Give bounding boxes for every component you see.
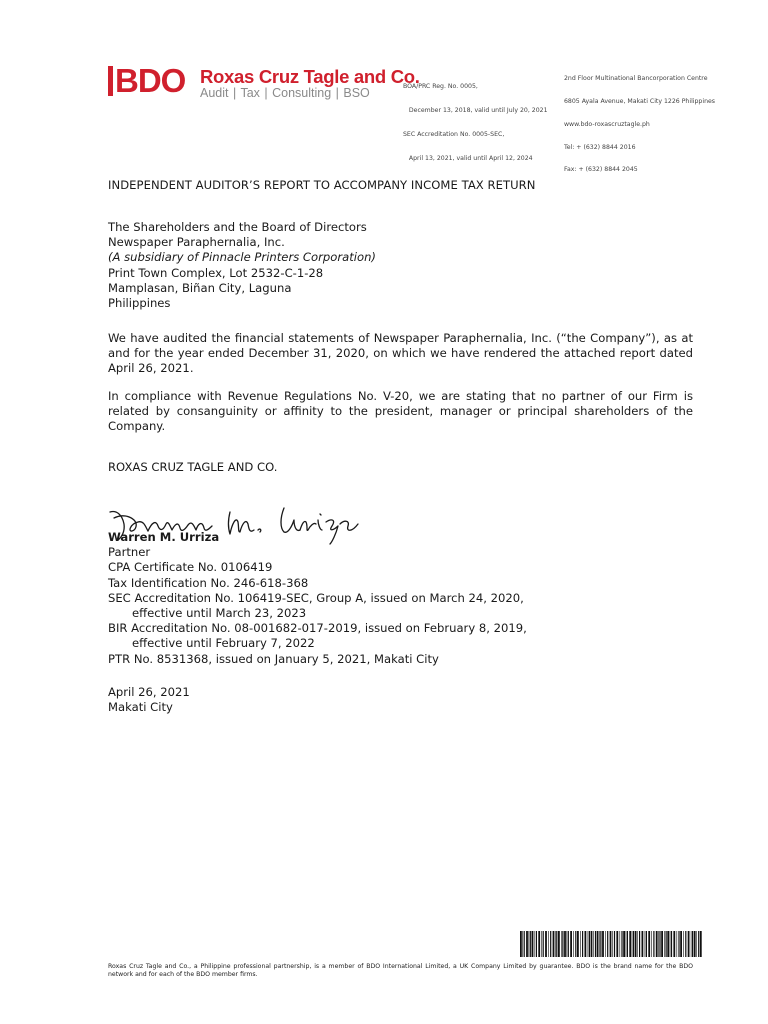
barcode-bar [561,931,562,957]
barcode-bar [532,931,534,957]
barcode-bar [632,931,633,957]
barcode-bar [585,931,587,957]
barcode-bar [629,931,631,957]
cpa-certificate: CPA Certificate No. 0106419 [108,560,273,575]
barcode-bar [692,931,693,957]
barcode-bar [635,931,637,957]
reg-line: BOA/PRC Reg. No. 0005, [403,83,478,90]
barcode-bar [698,931,699,957]
barcode-bar [678,931,679,957]
registration-info [403,67,548,171]
barcode-bar [642,931,644,957]
addressee-line: Newspaper Paraphernalia, Inc. [108,235,285,250]
report-place: Makati City [108,700,173,715]
barcode-bar [667,931,669,957]
addressee-line: Mamplasan, Biñan City, Laguna [108,280,292,295]
bir-effective: effective until February 7, 2022 [132,636,315,651]
barcode-bar [694,931,696,957]
addr-line: Fax: + (632) 8844 2045 [564,166,638,174]
barcode-bar [680,931,682,957]
barcode-bar [602,931,604,957]
barcode-bar [530,931,531,957]
bir-accreditation: BIR Accreditation No. 08-001682-017-2019, issued on February 8, 2019, [108,621,527,636]
barcode-bar [597,931,599,957]
addr-line: 6805 Ayala Avenue, Makati City 1226 Philippines [564,97,716,105]
barcode-bar [522,931,523,957]
ptr-number: PTR No. 8531368, issued on January 5, 2021, Makati City [108,651,439,666]
barcode-bar [541,931,542,957]
barcode-bar [621,931,622,957]
barcode-bar [648,931,650,957]
barcode-bar [646,931,647,957]
barcode-bar [677,931,678,957]
barcode-bar [558,931,560,957]
barcode-bar [589,931,590,957]
addr-line: 2nd Floor Multinational Bancorporation Centre [564,75,708,83]
barcode-bar [577,931,579,957]
barcode-bar [564,931,566,957]
addressee-line: The Shareholders and the Board of Directors [108,220,367,234]
barcode-bar [536,931,537,957]
barcode-bar [700,931,702,957]
addressee-line: (A subsidiary of Pinnacle Printers Corporation) [108,250,376,265]
barcode-bar [548,931,549,957]
barcode-bar [575,931,576,957]
logo-text: BDO [115,62,186,99]
barcode-bar [670,931,671,957]
barcode-bar [573,931,574,957]
firm-name-caps: ROXAS CRUZ TAGLE AND CO. [108,460,278,474]
reg-line: SEC Accreditation No. 0005-SEC, [403,131,505,138]
barcode-bar [538,931,540,957]
footer-note: Roxas Cruz Tagle and Co., a Philippine professional partnership, is a member of BDO International Limited, a UK Company Limited by guarantee. BDO is the brand name for the BDO network and for each of the BDO member firms. [108,963,693,978]
tax-id: Tax Identification No. 246-618-368 [108,575,309,590]
barcode-bar [570,931,572,957]
barcode-bar [588,931,589,957]
barcode-bar [623,931,625,957]
barcode-bar [633,931,634,957]
barcode-bar [550,931,551,957]
barcode-bar [524,931,525,957]
barcode-bar [595,931,596,957]
barcode-bar [555,931,556,957]
addressee-line: Print Town Complex, Lot 2532-C-1-28 [108,265,324,280]
office-address [564,60,715,182]
signatory-position: Partner [108,545,151,560]
date-place-block [108,685,190,715]
barcode-bar [591,931,593,957]
report-date: April 26, 2021 [108,685,190,699]
addr-line: Tel: + (632) 8844 2016 [564,143,636,151]
barcode-bar [658,931,659,957]
barcode-bar [568,931,569,957]
barcode-bar [620,931,621,957]
barcode [520,931,703,957]
firm-name: Roxas Cruz Tagle and Co. [200,66,420,87]
barcode-bar [626,931,627,957]
sec-accreditation: SEC Accreditation No. 106419-SEC, Group A, issued on March 24, 2020, [108,590,524,605]
addressee-block [108,220,376,311]
barcode-bar [661,931,663,957]
barcode-bar [656,931,658,957]
barcode-bar [593,931,594,957]
barcode-bar [651,931,652,957]
barcode-bar [553,931,555,957]
reg-line: April 13, 2021, valid until April 12, 2024 [403,155,533,162]
barcode-bar [599,931,600,957]
barcode-bar [691,931,692,957]
barcode-bar [614,931,615,957]
barcode-bar [610,931,612,957]
barcode-bar [653,931,654,957]
reg-line: December 13, 2018, valid until July 20, 2021 [403,107,548,114]
logo-bar [108,66,113,96]
barcode-bar [562,931,563,957]
barcode-bar [567,931,568,957]
barcode-bar [659,931,660,957]
barcode-bar [688,931,690,957]
paragraph-audit: We have audited the financial statements of Newspaper Paraphernalia, Inc. (“the Company”), as at and for the year ended December 31, 2020, on which we have rendered the attached report dated April 26, 2021. [108,331,693,376]
barcode-bar [627,931,628,957]
barcode-bar [666,931,667,957]
sec-effective: effective until March 23, 2023 [132,606,307,621]
barcode-bar [664,931,665,957]
barcode-bar [685,931,686,957]
barcode-bar [520,931,522,957]
addr-line: www.bdo-roxascruztagle.ph [564,120,650,128]
report-title: INDEPENDENT AUDITOR’S REPORT TO ACCOMPANY INCOME TAX RETURN [108,178,536,192]
paragraph-compliance: In compliance with Revenue Regulations No. V-20, we are stating that no partner of our Firm is related by consanguinity or affinity to the president, manager or principal shareholders of the Company. [108,389,693,434]
barcode-bar [639,931,640,957]
barcode-bar [600,931,601,957]
barcode-bar [605,931,606,957]
addressee-line: Philippines [108,296,171,311]
barcode-bar [580,931,581,957]
barcode-bar [582,931,583,957]
barcode-bar [612,931,613,957]
barcode-bar [616,931,618,957]
signatory-block [108,530,527,667]
barcode-bar [607,931,608,957]
barcode-bar [556,931,557,957]
signatory-name: Warren M. Urriza [108,530,220,544]
barcode-bar [671,931,672,957]
barcode-bar [545,931,547,957]
services-line: Audit | Tax | Consulting | BSO [200,86,370,100]
barcode-bar [534,931,535,957]
barcode-bar [683,931,684,957]
barcode-bar [526,931,528,957]
barcode-bar [673,931,675,957]
bdo-logo [108,62,186,99]
barcode-bar [529,931,530,957]
barcode-bar [696,931,697,957]
barcode-bar [543,931,544,957]
barcode-bar [645,931,646,957]
barcode-bar [637,931,638,957]
